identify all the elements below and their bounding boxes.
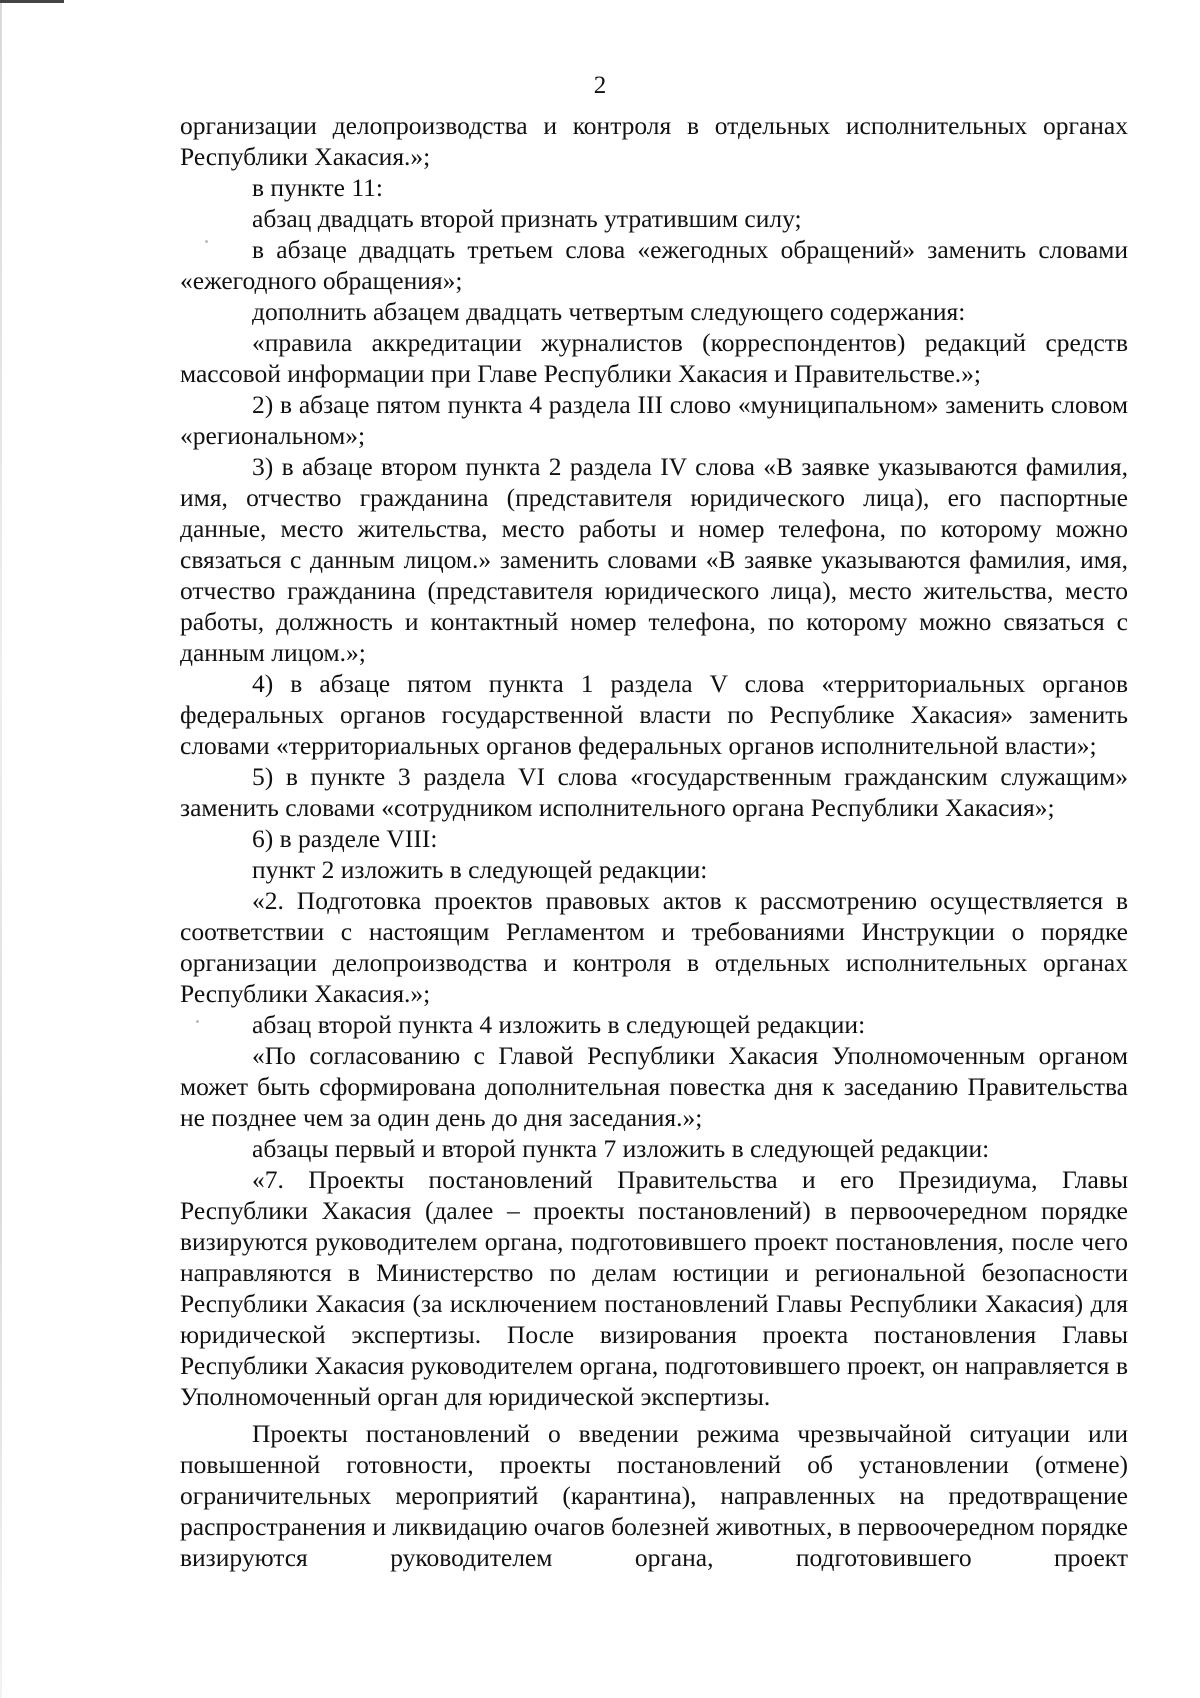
paragraph: абзацы первый и второй пункта 7 изложить в следующей редакции:	[252, 1134, 990, 1163]
paragraph: абзац второй пункта 4 изложить в следующей редакции:	[252, 1010, 866, 1039]
paragraph: «2. Подготовка проектов правовых актов к рассмотрению осуществляется в соответствии с настоящим Регламентом и требованиями Инструкции о порядке организации делопроизводства и контроля в отдельных исполнительных органах Республики Хакасия.»;	[180, 886, 1128, 1008]
paragraph: «правила аккредитации журналистов (корреспондентов) редакций средств массовой информации при Главе Республики Хакасия и Правительстве.»;	[180, 328, 1128, 388]
scan-edge-artifact	[0, 0, 2, 1698]
paragraph: 4) в абзаце пятом пункта 1 раздела V слова «территориальных органов федеральных органов государственной власти по Республике Хакасия» заменить словами «территориальных органов федеральных органов исполнительной власти»;	[180, 669, 1128, 760]
paragraph: абзац двадцать второй признать утратившим силу;	[252, 204, 802, 233]
paragraph: организации делопроизводства и контроля в отдельных исполнительных органах Республики Хакасия.»;	[180, 111, 1128, 171]
paragraph: Проекты постановлений о введении режима чрезвычайной ситуации или повышенной готовности, проекты постановлений об установлении (отмене) ограничительных мероприятий (карантина), направленных на предотвращение распространения и ликвидацию очагов болезней животных, в первоочередном порядке визируются руководителем органа, подготовившего проект	[180, 1419, 1128, 1572]
document-body	[180, 110, 1128, 1573]
paragraph: в пункте 11:	[252, 173, 383, 202]
paragraph: 6) в разделе VIII:	[252, 824, 438, 853]
paragraph: 2) в абзаце пятом пункта 4 раздела III слово «муниципальном» заменить словом «региональном»;	[180, 390, 1128, 450]
paragraph: в абзаце двадцать третьем слова «ежегодных обращений» заменить словами «ежегодного обращения»;	[180, 235, 1128, 295]
page-number: 2	[593, 72, 607, 99]
paragraph: «7. Проекты постановлений Правительства и его Президиума, Главы Республики Хакасия (далее – проекты постановлений) в первоочередном порядке визируются руководителем органа, подготовившего проект постановления, после чего направляются в Министерство по делам юстиции и региональной безопасности Республики Хакасия (за исключением постановлений Главы Республики Хакасия) для юридической экспертизы. После визирования проекта постановления Главы Республики Хакасия руководителем органа, подготовившего проект, он направляется в Уполномоченный орган для юридической экспертизы.	[180, 1165, 1128, 1411]
scan-top-artifact	[0, 0, 64, 3]
paragraph: 3) в абзаце втором пункта 2 раздела IV слова «В заявке указываются фамилия, имя, отчество гражданина (представителя юридического лица), его паспортные данные, место жительства, место работы и номер телефона, по которому можно связаться с данным лицом.» заменить словами «В заявке указываются фамилия, имя, отчество гражданина (представителя юридического лица), место жительства, место работы, должность и контактный номер телефона, по которому можно связаться с данным лицом.»;	[180, 452, 1128, 667]
paragraph: 5) в пункте 3 раздела VI слова «государственным гражданским служащим» заменить словами «сотрудником исполнительного органа Республики Хакасия»;	[180, 762, 1128, 822]
paragraph: «По согласованию с Главой Республики Хакасия Уполномоченным органом может быть сформирована дополнительная повестка дня к заседанию Правительства не позднее чем за один день до дня заседания.»;	[180, 1041, 1128, 1132]
paragraph: дополнить абзацем двадцать четвертым следующего содержания:	[252, 297, 966, 326]
paragraph: пункт 2 изложить в следующей редакции:	[252, 855, 708, 884]
